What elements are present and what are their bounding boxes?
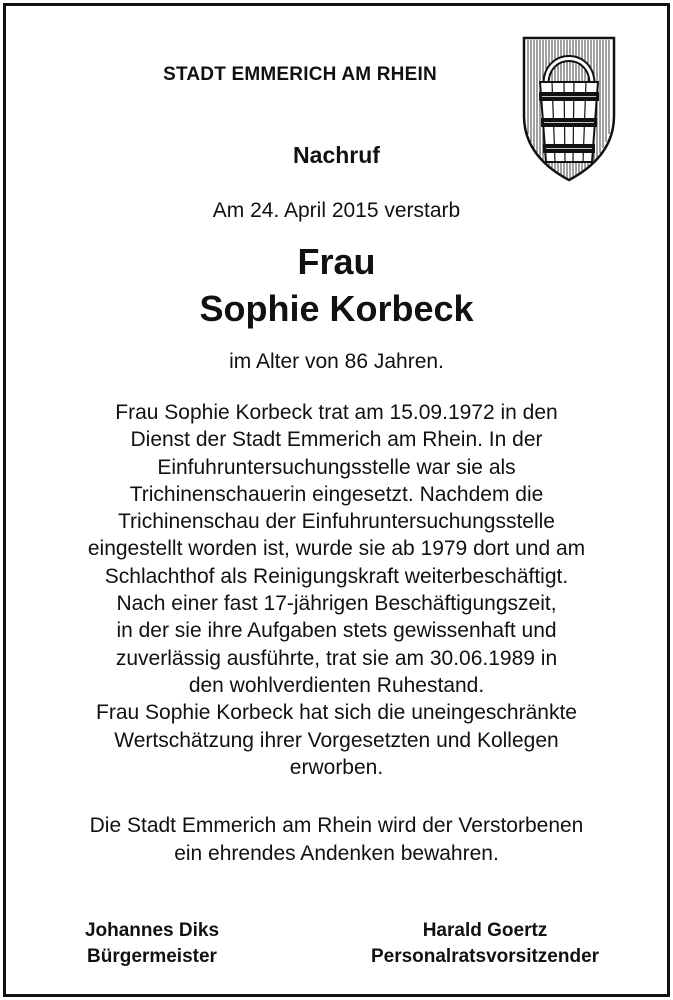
deceased-honorific: Frau (297, 241, 376, 282)
deceased-name: Sophie Korbeck (199, 288, 474, 329)
closing-statement (0, 812, 673, 867)
signature-staff-council (330, 918, 640, 970)
body-line: Trichinenschau der Einfuhruntersuchungsstelle (118, 510, 555, 534)
body-line: Nach einer fast 17-jährigen Beschäftigungszeit, (116, 592, 557, 616)
signatory-name: Johannes Diks (84, 920, 220, 941)
closing-line: ein ehrendes Andenken bewahren. (174, 841, 499, 865)
body-line: Frau Sophie Korbeck trat am 15.09.1972 in den (115, 401, 558, 424)
signatory-role: Personalratsvorsitzender (370, 946, 600, 967)
body-line: in der sie ihre Aufgaben stets gewissenhaft und (116, 619, 557, 643)
date-of-death-line: Am 24. April 2015 verstarb (212, 199, 461, 222)
closing-line: Die Stadt Emmerich am Rhein wird der Verstorbenen (89, 814, 584, 837)
body-line: erworben. (289, 755, 384, 779)
signature-mayor (52, 918, 252, 970)
body-line: Schlachthof als Reinigungskraft weiterbeschäftigt. (104, 564, 569, 588)
body-line: den wohlverdienten Ruhestand. (188, 673, 485, 697)
obituary-body (0, 399, 673, 781)
signatory-role: Bürgermeister (87, 946, 217, 967)
notice-heading: Nachruf (293, 142, 380, 168)
city-name-header: STADT EMMERICH AM RHEIN (163, 64, 437, 85)
body-line: Dienst der Stadt Emmerich am Rhein. In der (130, 428, 543, 452)
age-line: im Alter von 86 Jahren. (229, 350, 444, 373)
body-line: Trichinenschauerin eingesetzt. Nachdem die (129, 482, 544, 506)
body-line: eingestellt worden ist, wurde sie ab 1979 dort und am (87, 537, 586, 561)
signatory-name: Harald Goertz (422, 920, 548, 941)
body-line: Wertschätzung ihrer Vorgesetzten und Kollegen (114, 728, 559, 752)
body-line: zuverlässig ausführte, trat sie am 30.06.1989 in (115, 646, 558, 670)
body-line: Frau Sophie Korbeck hat sich die uneingeschränkte (96, 701, 577, 725)
body-line: Einfuhruntersuchungsstelle war sie als (157, 455, 516, 479)
